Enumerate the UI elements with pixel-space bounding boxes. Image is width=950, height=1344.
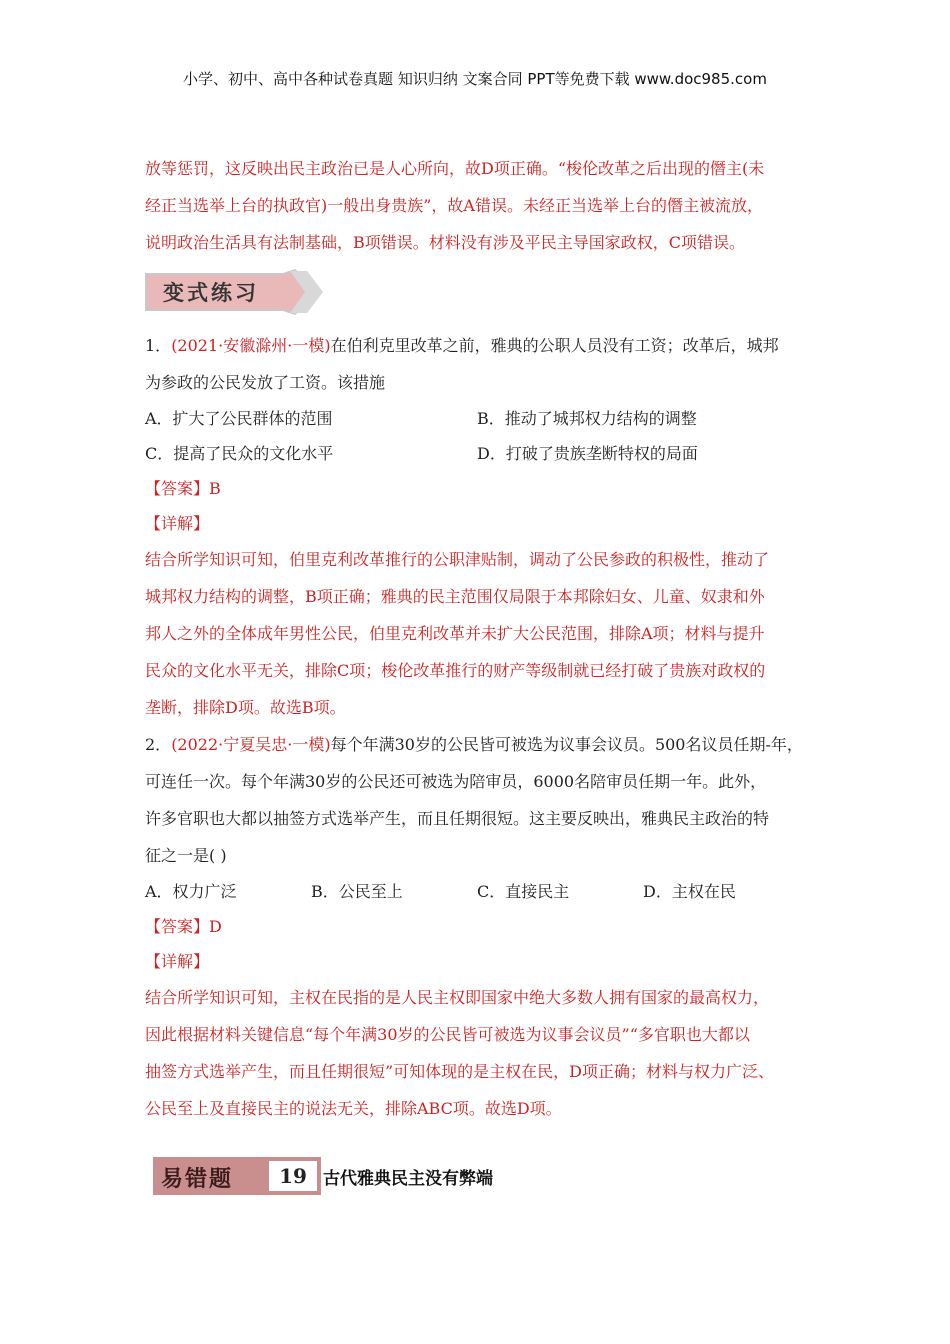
banner-label: 变式练习 [163, 280, 259, 305]
answer-value: D [209, 917, 222, 936]
detail-tag: 【详解】 [145, 514, 210, 533]
answer-tag: 【答案】 [145, 917, 210, 936]
error-prone-label: 易错题 [161, 1166, 234, 1192]
question-number: 1． [145, 336, 172, 355]
option-a: A．扩大了公民群体的范围 [145, 409, 333, 428]
option-row [145, 436, 810, 471]
detail-tag: 【详解】 [145, 952, 210, 971]
option-d: D．主权在民 [643, 882, 736, 901]
detail-line: 抽签方式选举产生，而且任期很短”可知体现的是主权在民，D项正确；材料与权力广泛、 [145, 1062, 775, 1081]
detail-line: 因此根据材料关键信息“每个年满30岁的公民皆可被选为议事会议员”“多官职也大都以 [145, 1025, 750, 1044]
question-2 [145, 726, 810, 1127]
document-body [145, 150, 810, 1127]
question-text: 许多官职也大都以抽签方式选举产生，而且任期很短。这主要反映出，雅典民主政治的特 [145, 809, 770, 828]
question-text: 可连任一次。每个年满30岁的公民还可被选为陪审员，6000名陪审员任期一年。此外， [145, 772, 767, 791]
option-b: B．公民至上 [311, 882, 403, 901]
detail-line: 邦人之外的全体成年男性公民，伯里克利改革并未扩大公民范围，排除A项；材料与提升 [145, 624, 765, 643]
question-text: 征之一是( ) [145, 846, 227, 865]
detail-line: 民众的文化水平无关，排除C项；梭伦改革推行的财产等级制就已经打破了贵族对政权的 [145, 661, 766, 680]
error-prone-number-box [265, 1157, 321, 1195]
intro-line: 放等惩罚，这反映出民主政治已是人心所向，故D项正确。“梭伦改革之后出现的僭主(未 [145, 159, 765, 178]
error-prone-number: 19 [269, 1161, 317, 1191]
option-c: C．提高了民众的文化水平 [145, 444, 334, 463]
detail-line: 结合所学知识可知，伯里克利改革推行的公职津贴制，调动了公民参政的积极性，推动了 [145, 550, 770, 569]
option-d: D．打破了贵族垄断特权的局面 [477, 444, 698, 463]
question-source: (2021·安徽滁州·一模) [171, 336, 331, 355]
detail-line: 垄断，排除D项。故选B项。 [145, 698, 346, 717]
error-prone-badge [153, 1157, 265, 1195]
error-prone-title: 古代雅典民主没有弊端 [323, 1168, 493, 1189]
question-text: 每个年满30岁的公民皆可被选为议事会议员。500名议员任期-年， [330, 735, 803, 754]
intro-line: 经正当选举上台的执政官)一般出身贵族”，故A错误。未经正当选举上台的僭主被流放， [145, 196, 763, 215]
question-text: 为参政的公民发放了工资。该措施 [145, 373, 386, 392]
question-stem [145, 327, 810, 364]
option-row [145, 401, 810, 436]
answer-tag: 【答案】 [145, 479, 210, 498]
detail-line: 结合所学知识可知，主权在民指的是人民主权即国家中绝大多数人拥有国家的最高权力， [145, 988, 770, 1007]
question-text: 在伯利克里改革之前，雅典的公职人员没有工资；改革后，城邦 [330, 336, 779, 355]
intro-explanation [145, 150, 810, 261]
answer-value: B [209, 479, 221, 498]
detail-line: 公民至上及直接民主的说法无关，排除ABC项。故选D项。 [145, 1099, 562, 1118]
detail-line: 城邦权力结构的调整，B项正确；雅典的民主范围仅局限于本邦除妇女、儿童、奴隶和外 [145, 587, 765, 606]
intro-line: 说明政治生活具有法制基础，B项错误。材料没有涉及平民主导国家政权，C项错误。 [145, 233, 746, 252]
question-1 [145, 327, 810, 726]
answer-line [145, 909, 810, 944]
option-a: A．权力广泛 [145, 882, 237, 901]
question-source: (2022·宁夏吴忠·一模) [171, 735, 331, 754]
question-number: 2． [145, 735, 172, 754]
question-stem [145, 726, 810, 763]
page-header: 小学、初中、高中各种试卷真题 知识归纳 文案合同 PPT等免费下载 www.doc985.com [183, 70, 767, 88]
option-b: B．推动了城邦权力结构的调整 [477, 409, 697, 428]
error-prone-header [153, 1157, 493, 1195]
answer-line [145, 471, 810, 506]
section-banner [145, 269, 323, 315]
option-c: C．直接民主 [477, 882, 570, 901]
option-row [145, 874, 810, 909]
